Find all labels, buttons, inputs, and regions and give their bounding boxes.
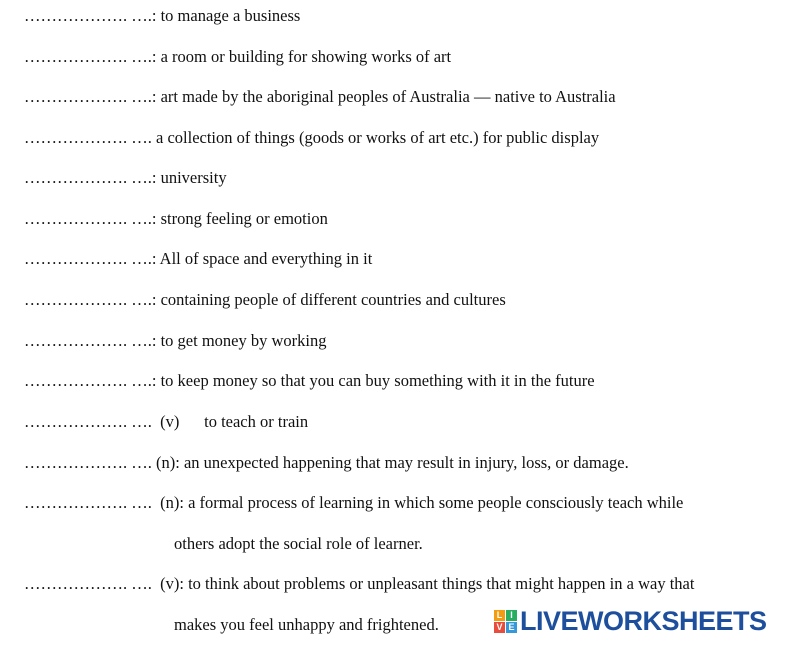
definition: a room or building for showing works of art [156, 47, 452, 66]
logo-mark-icon: L I V E [494, 610, 517, 633]
entry-11 [24, 412, 308, 432]
answer-blank[interactable]: ………………. …. [24, 47, 152, 66]
answer-blank[interactable]: ………………. …. [24, 128, 152, 147]
entry-2: ………………. ….: a room or building for showing works of art [24, 47, 452, 66]
definition: (n): a formal process of learning in which some people consciously teach while [151, 493, 684, 512]
answer-blank[interactable]: ………………. …. [24, 371, 152, 390]
entry-7: ………………. ….: All of space and everything in it [24, 249, 373, 268]
definition: All of space and everything in it [156, 249, 373, 268]
entry-8: ………………. ….: containing people of different countries and cultures [24, 290, 506, 309]
definition: university [156, 168, 227, 187]
definition: art made by the aboriginal peoples of Australia — native to Australia [156, 87, 616, 106]
entry-10: ………………. ….: to keep money so that you can buy something with it in the future [24, 371, 595, 390]
entry-5: ………………. ….: university [24, 168, 227, 187]
definition: (n): an unexpected happening that may result in injury, loss, or damage. [151, 453, 629, 472]
definition: to keep money so that you can buy something with it in the future [156, 371, 595, 390]
entry-13-continuation: others adopt the social role of learner. [174, 534, 423, 553]
entry-13 [24, 493, 683, 513]
entry-4 [24, 128, 599, 148]
definition: to get money by working [156, 331, 327, 350]
definition: (v) to teach or train [151, 412, 309, 431]
entry-9: ………………. ….: to get money by working [24, 331, 327, 350]
entry-14-continuation: makes you feel unhappy and frightened. [174, 615, 439, 634]
answer-blank[interactable]: ………………. …. [24, 290, 152, 309]
definition: (v): to think about problems or unpleasant things that might happen in a way that [151, 574, 695, 593]
entry-12 [24, 453, 629, 473]
definition: to manage a business [156, 6, 301, 25]
definition: containing people of different countries and cultures [156, 290, 506, 309]
logo-text: LIVEWORKSHEETS [520, 606, 767, 636]
answer-blank[interactable]: ………………. …. [24, 331, 152, 350]
entry-6: ………………. ….: strong feeling or emotion [24, 209, 328, 228]
answer-blank[interactable]: ………………. …. [24, 493, 152, 512]
entry-14 [24, 574, 694, 594]
answer-blank[interactable]: ………………. …. [24, 574, 152, 593]
entry-3: ………………. ….: art made by the aboriginal peoples of Australia — native to Australia [24, 87, 616, 106]
answer-blank[interactable]: ………………. …. [24, 412, 152, 431]
answer-blank[interactable]: ………………. …. [24, 453, 152, 472]
definition: a collection of things (goods or works of art etc.) for public display [151, 128, 600, 147]
answer-blank[interactable]: ………………. …. [24, 168, 152, 187]
answer-blank[interactable]: ………………. …. [24, 87, 152, 106]
liveworksheets-logo [494, 606, 767, 636]
answer-blank[interactable]: ………………. …. [24, 6, 152, 25]
definition: strong feeling or emotion [156, 209, 328, 228]
answer-blank[interactable]: ………………. …. [24, 249, 152, 268]
answer-blank[interactable]: ………………. …. [24, 209, 152, 228]
entry-1: ………………. ….: to manage a business [24, 6, 301, 25]
